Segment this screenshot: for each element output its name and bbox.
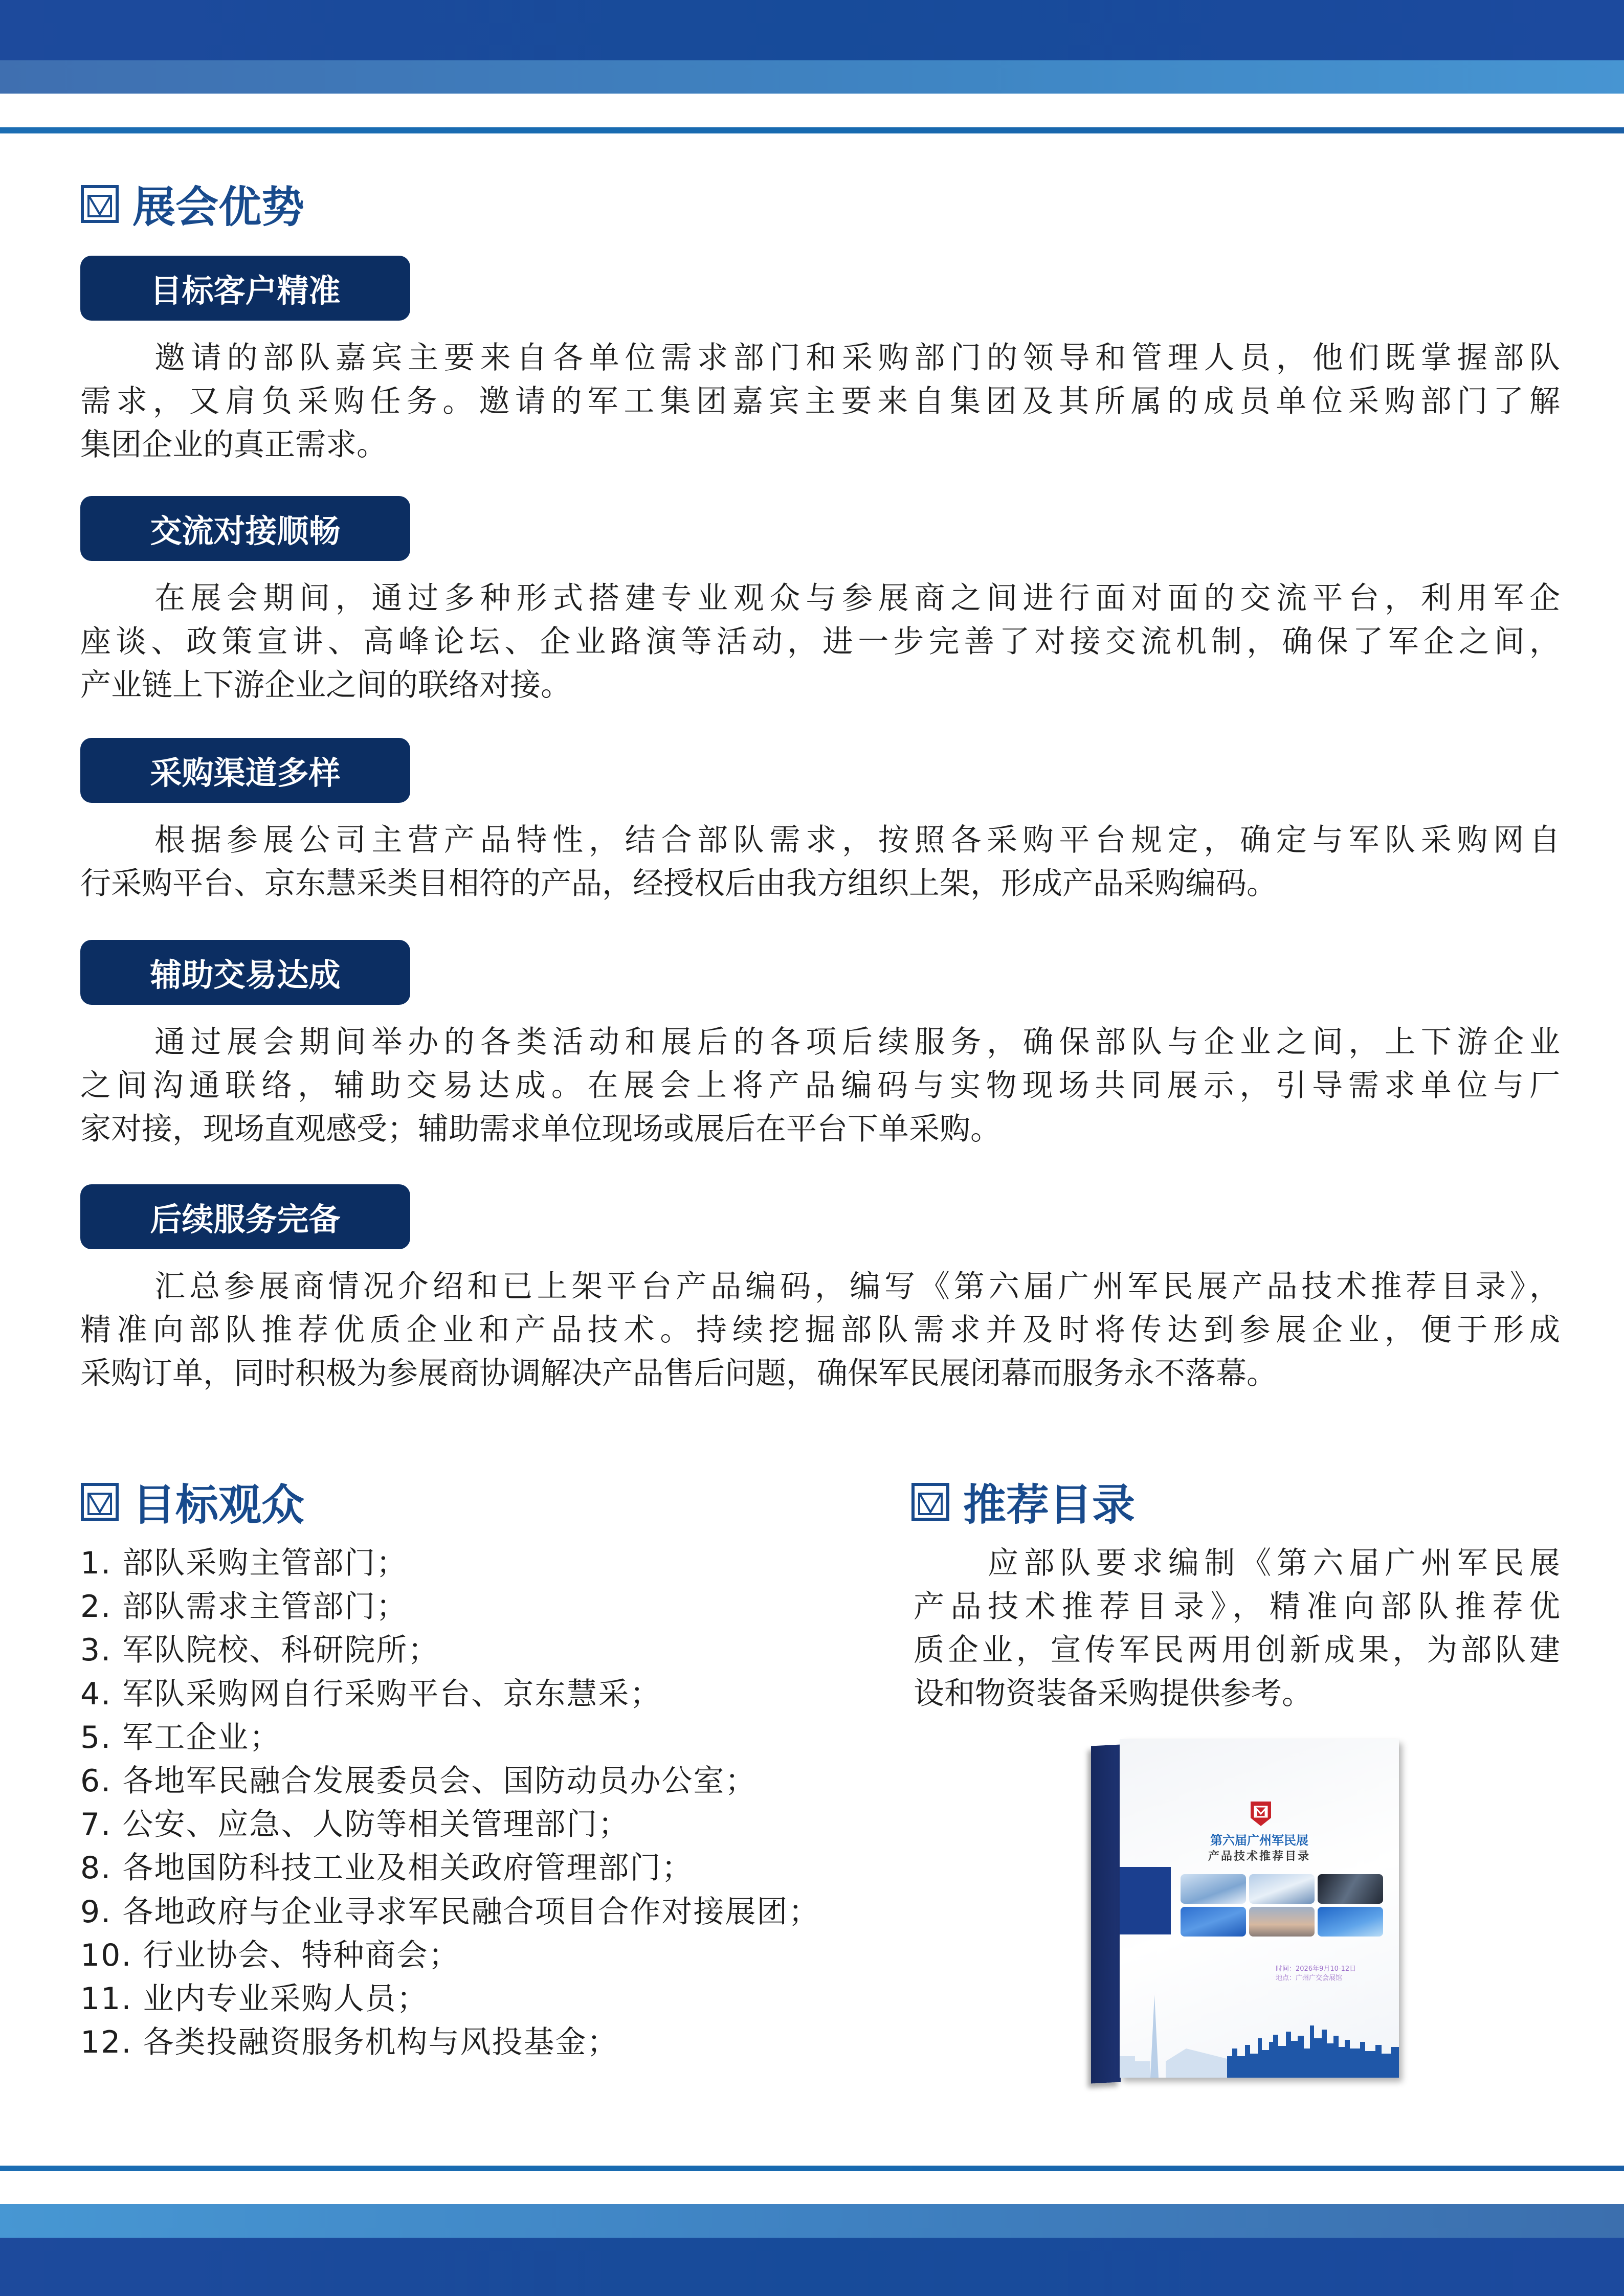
- cover-blue-block: [1120, 1867, 1171, 1934]
- paragraph-line: 根据参展公司主营产品特性，结合部队需求，按照各采购平台规定，确定与军队采购网自: [154, 822, 1560, 858]
- footer-rule: [0, 2166, 1624, 2171]
- book-place: 地点：广州广交会展馆: [1276, 1974, 1343, 1982]
- audience-list-item: 3. 军队院校、科研院所；: [80, 1632, 440, 1669]
- audience-list-item: 7. 公安、应急、人防等相关管理部门；: [80, 1807, 630, 1843]
- advantage-paragraph: [80, 1265, 1560, 1395]
- section-title-text: 目标观众: [132, 1480, 305, 1530]
- paragraph-line: 座谈、政策宣讲、高峰论坛、企业路演等活动，进一步完善了对接交流机制，确保了军企之间，: [80, 624, 1560, 660]
- section-title-text: 推荐目录: [963, 1480, 1136, 1530]
- cover-photo: [1249, 1874, 1315, 1904]
- city-skyline-icon: [1120, 1985, 1399, 2078]
- advantage-paragraph: [80, 336, 1560, 467]
- header-band-light: [0, 60, 1624, 94]
- advantage-label-pill: 辅助交易达成: [80, 940, 410, 1005]
- header-rule: [0, 127, 1624, 133]
- audience-list-item: 2. 部队需求主管部门；: [80, 1589, 408, 1625]
- audience-list-item: 9. 各地政府与企业寻求军民融合项目合作对接展团；: [80, 1894, 820, 1930]
- paragraph-line: 应部队要求编制《第六届广州军民展: [988, 1545, 1560, 1581]
- book-time: 时间：2026年9月10-12日: [1276, 1965, 1356, 1973]
- section-square-icon: [80, 185, 119, 223]
- footer-band-light: [0, 2204, 1624, 2238]
- paragraph-line: 采购订单，同时积极为参展商协调解决产品售后问题，确保军民展闭幕而服务永不落幕。: [80, 1356, 1277, 1391]
- section-title-advantages: [80, 173, 304, 235]
- section-title-text: 展会优势: [132, 182, 305, 232]
- paragraph-line: 之间沟通联络，辅助交易达成。在展会上将产品编码与实物现场共同展示，引导需求单位与厂: [80, 1068, 1560, 1104]
- advantage-paragraph: [80, 819, 1560, 906]
- section-title-catalog: [911, 1471, 1135, 1533]
- cover-photo: [1249, 1907, 1315, 1937]
- paragraph-line: 质企业，宣传军民两用创新成果，为部队建: [914, 1632, 1560, 1668]
- audience-list-item: 5. 军工企业；: [80, 1719, 281, 1755]
- advantage-paragraph: [80, 577, 1560, 707]
- audience-list-item: 6. 各地军民融合发展委员会、国防动员办公室；: [80, 1763, 757, 1799]
- audience-list-item: 1. 部队采购主管部门；: [80, 1545, 408, 1581]
- cover-photo: [1181, 1907, 1246, 1937]
- book-spine: [1091, 1744, 1121, 2083]
- paragraph-line: 集团企业的真正需求。: [80, 427, 387, 463]
- cover-photo: [1318, 1874, 1383, 1904]
- paragraph-line: 需求，又肩负采购任务。邀请的军工集团嘉宾主要来自集团及其所属的成员单位采购部门了解: [80, 384, 1560, 419]
- audience-list-item: 8. 各地国防科技工业及相关政府管理部门；: [80, 1850, 694, 1886]
- audience-list-item: 11. 业内专业采购人员；: [80, 1980, 429, 2017]
- paragraph-line: 汇总参展商情况介绍和已上架平台产品编码，编写《第六届广州军民展产品技术推荐目录》，: [154, 1269, 1560, 1304]
- catalog-paragraph: [914, 1542, 1560, 1716]
- audience-list-item: 4. 军队采购网自行采购平台、京东慧采；: [80, 1676, 662, 1712]
- section-square-icon: [80, 1482, 119, 1521]
- cover-photo: [1181, 1874, 1246, 1904]
- audience-list-item: 10. 行业协会、特种商会；: [80, 1937, 460, 1973]
- cover-photo: [1318, 1907, 1383, 1937]
- audience-list: [80, 1542, 820, 2064]
- advantage-label-pill: 交流对接顺畅: [80, 496, 410, 561]
- section-title-audience: [80, 1471, 304, 1533]
- paragraph-line: 通过展会期间举办的各类活动和展后的各项后续服务，确保部队与企业之间，上下游企业: [154, 1024, 1560, 1060]
- paragraph-line: 精准向部队推荐优质企业和产品技术。持续挖掘部队需求并及时将传达到参展企业，便于形成: [80, 1312, 1560, 1348]
- book-cover: [1120, 1739, 1399, 2078]
- advantage-label-pill: 采购渠道多样: [80, 738, 410, 803]
- book-title: 第六届广州军民展: [1210, 1833, 1308, 1848]
- paragraph-line: 邀请的部队嘉宾主要来自各单位需求部门和采购部门的领导和管理人员，他们既掌握部队: [154, 340, 1560, 376]
- audience-list-item: 12. 各类投融资服务机构与风投基金；: [80, 2024, 619, 2061]
- catalog-book-image: [1091, 1735, 1403, 2088]
- advantage-label-pill: 目标客户精准: [80, 256, 410, 321]
- paragraph-line: 在展会期间，通过多种形式搭建专业观众与参展商之间进行面对面的交流平台，利用军企: [154, 580, 1560, 616]
- section-square-icon: [911, 1482, 950, 1521]
- paragraph-line: 产品技术推荐目录》，精准向部队推荐优: [914, 1589, 1560, 1625]
- footer-band-dark: [0, 2238, 1624, 2296]
- header-band-dark: [0, 0, 1624, 60]
- paragraph-line: 产业链上下游企业之间的联络对接。: [80, 667, 571, 703]
- advantage-paragraph: [80, 1021, 1560, 1151]
- paragraph-line: 行采购平台、京东慧采类目相符的产品，经授权后由我方组织上架，形成产品采购编码。: [80, 866, 1277, 902]
- paragraph-line: 设和物资装备采购提供参考。: [914, 1676, 1312, 1712]
- advantage-label-pill: 后续服务完备: [80, 1184, 410, 1249]
- shield-logo-icon: [1249, 1799, 1273, 1828]
- paragraph-line: 家对接，现场直观感受；辅助需求单位现场或展后在平台下单采购。: [80, 1111, 1001, 1147]
- book-subtitle: 产品技术推荐目录: [1208, 1850, 1310, 1863]
